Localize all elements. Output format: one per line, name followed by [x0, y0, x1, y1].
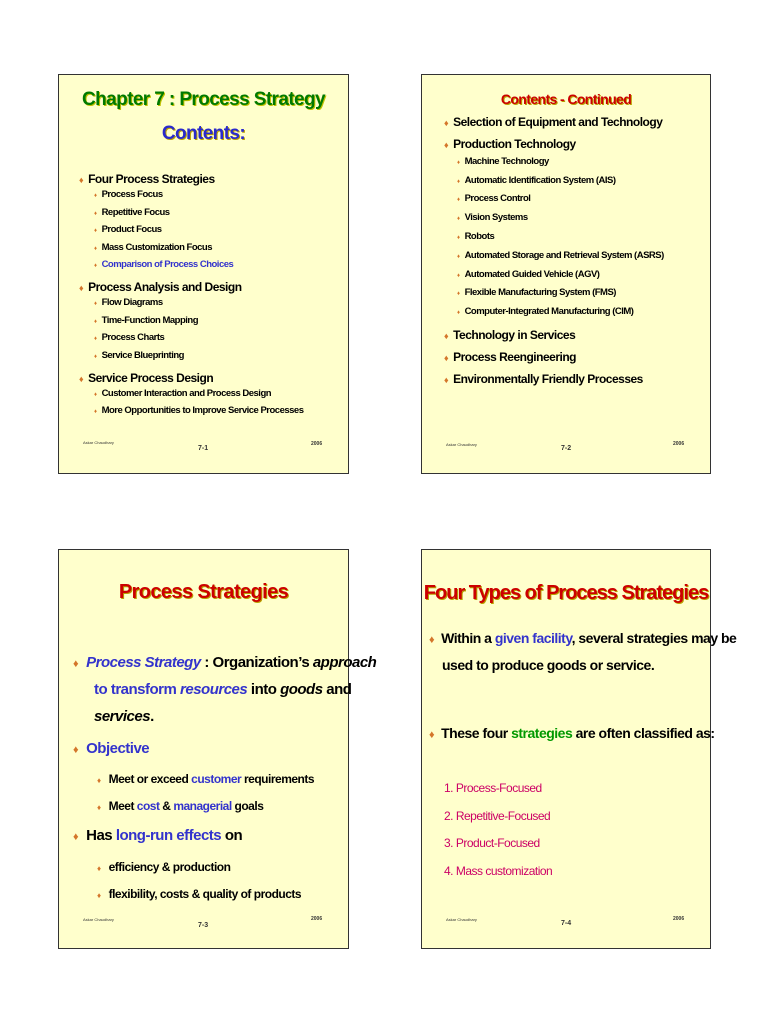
diamond-bullet-icon: ♦ [457, 216, 460, 223]
diamond-bullet-icon: ♦ [457, 253, 460, 260]
term-long-run-effects: long-run effects [115, 827, 222, 844]
diamond-bullet-icon: ♦ [457, 272, 460, 279]
slide-title: Contents - Continued [500, 91, 632, 107]
sub-list-item [94, 405, 304, 416]
strategy-list-item: 4. Mass customization [444, 863, 553, 878]
list-item [444, 350, 576, 364]
sub-list-item [457, 156, 549, 167]
paragraph-2 [429, 725, 715, 741]
strategy-list-item: 1. Process-Focused [444, 781, 542, 795]
text-fragment: , several strategies may be [571, 630, 737, 646]
paragraph-1-line-1 [429, 630, 736, 646]
term-managerial: managerial [173, 799, 232, 813]
text-fragment: to transform [94, 681, 181, 698]
definition-line-1 [73, 654, 376, 671]
footer-year: 2006 [311, 916, 323, 922]
footer-author: Askar Chaudhary [83, 440, 114, 445]
list-item [444, 372, 643, 386]
strategy-list-item: 3. Product-Focused [444, 836, 540, 850]
list-item [79, 172, 215, 186]
list-item [79, 280, 242, 294]
diamond-bullet-icon: ♦ [444, 353, 449, 364]
list-item-label: Time-Function Mapping [101, 314, 199, 326]
objective-label: Objective [86, 740, 150, 757]
footer-page-number: 7-4 [561, 920, 572, 927]
term-approach: approach [312, 654, 377, 671]
footer-page-number: 7-3 [198, 922, 209, 929]
list-item-label: Automatic Identification System (AIS) [464, 174, 616, 186]
term-strategies: strategies [511, 725, 573, 741]
diamond-bullet-icon: ♦ [79, 175, 84, 185]
diamond-bullet-icon: ♦ [97, 803, 101, 812]
footer-year: 2006 [311, 441, 323, 447]
list-item-label: Process Reengineering [453, 350, 576, 365]
text-fragment: and [322, 681, 352, 698]
list-item-label: Four Process Strategies [88, 172, 215, 186]
list-item-label: Flow Diagrams [101, 297, 163, 309]
list-item [444, 328, 575, 342]
definition-line-3 [94, 708, 154, 725]
list-item [79, 371, 213, 385]
strategy-list-item: 2. Repetitive-Focused [444, 808, 551, 823]
diamond-bullet-icon: ♦ [444, 118, 449, 128]
list-item [444, 137, 576, 151]
slide-title: Chapter 7 : Process Strategy [82, 89, 325, 110]
sub-list-item [94, 224, 162, 235]
sub-list-item [94, 189, 163, 200]
diamond-bullet-icon: ♦ [444, 331, 449, 342]
text-fragment: are often classified as: [572, 725, 715, 741]
diamond-bullet-icon: ♦ [97, 891, 101, 900]
sub-list-item [94, 350, 184, 361]
text-fragment: efficiency & production [108, 860, 231, 874]
list-item-label: Automated Storage and Retrieval System (ASRS) [464, 249, 664, 261]
diamond-bullet-icon: ♦ [79, 283, 84, 293]
list-item-label: Machine Technology [464, 155, 549, 167]
list-item [444, 115, 662, 129]
slide-subtitle: Contents: [161, 123, 246, 144]
effects-item-1 [97, 860, 230, 874]
list-item-label: Environmentally Friendly Processes [453, 372, 643, 387]
term-customer: customer [191, 772, 242, 786]
diamond-bullet-icon: ♦ [457, 197, 460, 204]
effects-item-2 [97, 887, 301, 901]
sub-list-item [94, 207, 170, 218]
diamond-bullet-icon: ♦ [94, 263, 97, 269]
diamond-bullet-icon: ♦ [94, 353, 97, 360]
diamond-bullet-icon: ♦ [94, 228, 97, 235]
text-fragment: flexibility, costs & quality of products [108, 887, 302, 901]
diamond-bullet-icon: ♦ [79, 373, 84, 384]
text-fragment: on [221, 827, 243, 844]
text-fragment: These four [441, 725, 512, 741]
list-item-label: Repetitive Focus [101, 206, 170, 218]
list-item-label: Process Charts [101, 332, 165, 344]
footer-author: Askar Chaudhary [83, 917, 114, 922]
term-process-strategy: Process Strategy [86, 654, 201, 671]
definition-line-2 [94, 681, 351, 698]
diamond-bullet-icon: ♦ [444, 375, 449, 386]
sub-list-item [457, 287, 616, 298]
objective-heading [73, 740, 149, 757]
diamond-bullet-icon: ♦ [97, 776, 101, 785]
diamond-bullet-icon: ♦ [444, 140, 449, 150]
text-fragment: Meet [108, 799, 137, 813]
diamond-bullet-icon: ♦ [73, 658, 79, 670]
list-item-label: Product Focus [101, 224, 162, 236]
slide-2 [421, 74, 711, 474]
list-item-label: Customer Interaction and Process Design [101, 388, 272, 399]
diamond-bullet-icon: ♦ [94, 210, 97, 217]
text-fragment: & [159, 799, 174, 813]
sub-list-item [457, 175, 616, 186]
paragraph-1-line-2 [442, 657, 654, 673]
list-item-label: Technology in Services [453, 328, 576, 343]
slide-title: Four Types of Process Strategies [423, 582, 709, 604]
list-item-label: Computer-Integrated Manufacturing (CIM) [464, 306, 634, 318]
term-services: services [94, 708, 151, 725]
list-item-label: Flexible Manufacturing System (FMS) [464, 287, 616, 299]
text-fragment: requirements [241, 772, 315, 786]
list-item-label: Comparison of Process Choices [101, 259, 234, 270]
sub-list-item [457, 269, 599, 280]
footer-page-number: 7-2 [561, 445, 572, 452]
diamond-bullet-icon: ♦ [94, 245, 97, 252]
sub-list-item [457, 306, 633, 317]
term-cost: cost [136, 799, 160, 813]
sub-list-item [94, 388, 271, 399]
text-fragment: Within a [441, 630, 495, 646]
list-item-label: Process Focus [101, 189, 163, 201]
term-goods: goods [280, 681, 323, 698]
sub-list-item [457, 212, 528, 223]
diamond-bullet-icon: ♦ [429, 729, 435, 741]
diamond-bullet-icon: ♦ [94, 336, 97, 343]
slide-4 [421, 549, 737, 949]
list-item-label: Process Analysis and Design [88, 280, 242, 294]
diamond-bullet-icon: ♦ [94, 193, 97, 200]
list-item-label: Selection of Equipment and Technology [453, 115, 663, 129]
footer-page-number: 7-1 [198, 445, 209, 452]
diamond-bullet-icon: ♦ [73, 744, 79, 756]
diamond-bullet-icon: ♦ [457, 178, 460, 185]
sub-list-item [94, 242, 212, 253]
term-resources: resources [180, 681, 248, 698]
objective-item-2 [97, 799, 263, 813]
diamond-bullet-icon: ♦ [94, 392, 97, 398]
diamond-bullet-icon: ♦ [457, 235, 460, 241]
list-item-label: Vision Systems [464, 212, 528, 224]
text-fragment: Meet or exceed [108, 772, 192, 786]
diamond-bullet-icon: ♦ [94, 301, 97, 308]
sub-list-item [94, 259, 233, 270]
footer-author: Askar Chaudhary [446, 917, 477, 922]
sub-list-item [94, 297, 163, 308]
list-item-label: More Opportunities to Improve Service Processes [101, 405, 304, 417]
text-fragment: : Organization’s [200, 654, 313, 671]
diamond-bullet-icon: ♦ [73, 831, 79, 843]
text-fragment: into [247, 681, 281, 698]
list-item-label: Process Control [464, 193, 531, 205]
diamond-bullet-icon: ♦ [429, 634, 435, 646]
diamond-bullet-icon: ♦ [94, 409, 97, 416]
footer-year: 2006 [673, 441, 685, 447]
sub-list-item [457, 250, 664, 261]
text-fragment: goals [231, 799, 264, 813]
slide-1 [58, 74, 349, 474]
sub-list-item [94, 315, 198, 326]
list-item-label: Service Process Design [88, 370, 214, 385]
footer-author: Askar Chaudhary [446, 442, 477, 447]
diamond-bullet-icon: ♦ [457, 291, 460, 298]
text-fragment: . [150, 708, 154, 725]
list-item-label: Production Technology [453, 137, 576, 151]
list-item-label: Robots [464, 231, 495, 242]
term-given-facility: given facility [494, 630, 572, 646]
diamond-bullet-icon: ♦ [457, 310, 460, 317]
sub-list-item [457, 193, 530, 204]
objective-item-1 [97, 772, 314, 786]
text-fragment: used to produce goods or service. [442, 657, 655, 673]
sub-list-item [94, 332, 164, 343]
text-fragment: Has [86, 827, 116, 844]
diamond-bullet-icon: ♦ [457, 159, 460, 166]
slide-3 [58, 549, 377, 949]
list-item-label: Mass Customization Focus [101, 241, 213, 253]
effects-heading [73, 827, 242, 844]
slide-title: Process Strategies [118, 581, 289, 603]
list-item-label: Automated Guided Vehicle (AGV) [464, 268, 600, 280]
sub-list-item [457, 231, 494, 242]
list-item-label: Service Blueprinting [101, 349, 184, 361]
diamond-bullet-icon: ♦ [97, 864, 101, 873]
footer-year: 2006 [673, 916, 685, 922]
diamond-bullet-icon: ♦ [94, 318, 97, 325]
